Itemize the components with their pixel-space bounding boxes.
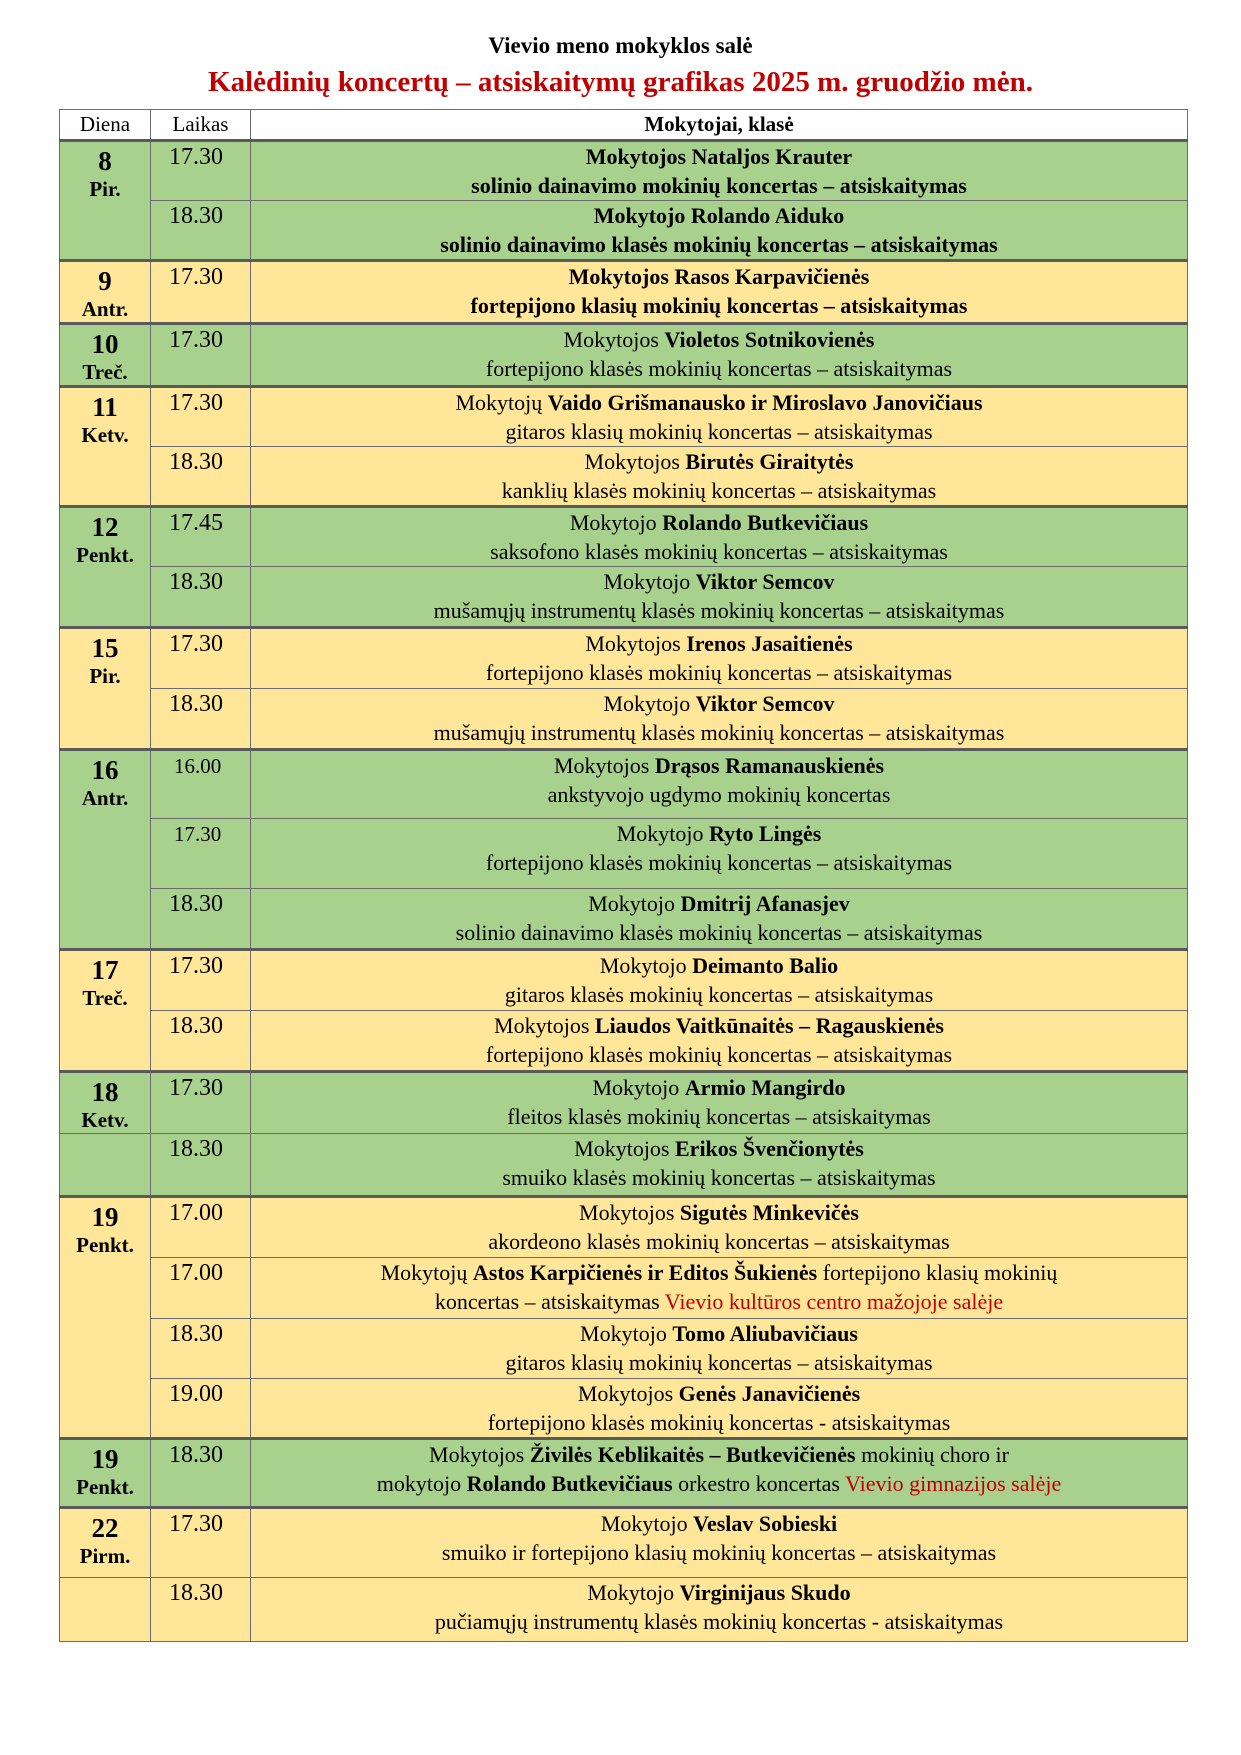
teacher-cell: Mokytojų Astos Karpičienės ir Editos Šukienės fortepijono klasių mokinių koncertas – atsiskaitymas Vievio kultūros centro mažojoje salėje: [251, 1258, 1188, 1319]
time-cell: 17.30: [151, 324, 251, 387]
teacher-cell: Mokytojo Deimanto Balio gitaros klasės mokinių koncertas – atsiskaitymas: [251, 950, 1188, 1011]
teacher-cell: Mokytojo Veslav Sobieski smuiko ir fortepijono klasių mokinių koncertas – atsiskaitymas: [251, 1508, 1188, 1578]
teacher-cell: Mokytojo Viktor Semcov mušamųjų instrumentų klasės mokinių koncertas – atsiskaitymas: [251, 689, 1188, 750]
time-cell: 18.30: [151, 1578, 251, 1642]
day-cell: 15 Pir.: [60, 628, 151, 750]
time-cell: 17.30: [151, 141, 251, 201]
teacher-cell: Mokytojo Viktor Semcov mušamųjų instrumentų klasės mokinių koncertas – atsiskaitymas: [251, 567, 1188, 628]
school-hall-subtitle: Vievio meno mokyklos salė: [488, 33, 753, 58]
table-row: [60, 447, 1188, 507]
column-header-teachers: Mokytojai, klasė: [251, 110, 1188, 141]
table-row: [60, 507, 1188, 567]
table-row: [60, 689, 1188, 750]
table-row: [60, 1319, 1188, 1379]
teacher-cell: Mokytojo Armio Mangirdo fleitos klasės mokinių koncertas – atsiskaitymas: [251, 1072, 1188, 1134]
day-cell: 19 Penkt.: [60, 1439, 151, 1508]
table-row: [60, 567, 1188, 628]
day-cell: 12 Penkt.: [60, 507, 151, 628]
table-row: [60, 889, 1188, 950]
table-row: [60, 1508, 1188, 1578]
time-cell: 17.45: [151, 507, 251, 567]
day-cell: 9 Antr.: [60, 261, 151, 324]
time-cell: 17.30: [151, 819, 251, 889]
column-header-day: Diena: [60, 110, 151, 141]
teacher-cell: Mokytojos Drąsos Ramanauskienės ankstyvojo ugdymo mokinių koncertas: [251, 750, 1188, 819]
table-row: [60, 819, 1188, 889]
teacher-cell: Mokytojos Birutės Giraitytės kanklių klasės mokinių koncertas – atsiskaitymas: [251, 447, 1188, 507]
table-row: [60, 1379, 1188, 1439]
table-row: [60, 1072, 1188, 1134]
day-cell: 16 Antr.: [60, 750, 151, 950]
venue-note: Vievio kultūros centro mažojoje salėje: [664, 1289, 1004, 1314]
table-row: [60, 1578, 1188, 1642]
teacher-cell: Mokytojos Živilės Keblikaitės – Butkevičienės mokinių choro ir mokytojo Rolando Butkevičiaus orkestro koncertas Vievio gimnazijos salėje: [251, 1439, 1188, 1508]
table-row: [60, 628, 1188, 689]
time-cell: 17.00: [151, 1197, 251, 1258]
teacher-cell: Mokytojos Violetos Sotnikovienės fortepijono klasės mokinių koncertas – atsiskaitymas: [251, 324, 1188, 387]
time-cell: 18.30: [151, 1319, 251, 1379]
teacher-cell: Mokytojos Rasos Karpavičienės fortepijono klasių mokinių koncertas – atsiskaitymas: [251, 261, 1188, 324]
teacher-cell: Mokytojos Liaudos Vaitkūnaitės – Ragauskienės fortepijono klasės mokinių koncertas – atsiskaitymas: [251, 1011, 1188, 1072]
table-row: [60, 201, 1188, 261]
time-cell: 17.30: [151, 1072, 251, 1134]
teacher-cell: Mokytojos Erikos Švenčionytės smuiko klasės mokinių koncertas – atsiskaitymas: [251, 1134, 1188, 1197]
teacher-cell: Mokytojo Rolando Aiduko solinio dainavimo klasės mokinių koncertas – atsiskaitymas: [251, 201, 1188, 261]
day-cell: 11 Ketv.: [60, 387, 151, 507]
time-cell: 18.30: [151, 567, 251, 628]
time-cell: 18.30: [151, 889, 251, 950]
teacher-cell: Mokytojos Irenos Jasaitienės fortepijono klasės mokinių koncertas – atsiskaitymas: [251, 628, 1188, 689]
teacher-cell: Mokytojo Virginijaus Skudo pučiamųjų instrumentų klasės mokinių koncertas - atsiskaitymas: [251, 1578, 1188, 1642]
day-cell: 22 Pirm.: [60, 1508, 151, 1578]
table-row: [60, 950, 1188, 1011]
teacher-cell: Mokytojo Dmitrij Afanasjev solinio dainavimo klasės mokinių koncertas – atsiskaitymas: [251, 889, 1188, 950]
time-cell: 17.30: [151, 1508, 251, 1578]
table-row: [60, 750, 1188, 819]
time-cell: 18.30: [151, 1439, 251, 1508]
table-row: [60, 1258, 1188, 1319]
table-row: [60, 324, 1188, 387]
concert-schedule-table: [59, 109, 1188, 1642]
time-cell: 17.30: [151, 387, 251, 447]
table-row: [60, 141, 1188, 201]
day-cell: 19 Penkt.: [60, 1197, 151, 1439]
teacher-cell: Mokytojos Genės Janavičienės fortepijono klasės mokinių koncertas - atsiskaitymas: [251, 1379, 1188, 1439]
day-cell: 17 Treč.: [60, 950, 151, 1072]
time-cell: 18.30: [151, 201, 251, 261]
time-cell: 17.30: [151, 950, 251, 1011]
day-cell: 8 Pir.: [60, 141, 151, 261]
column-header-time: Laikas: [151, 110, 251, 141]
teacher-cell: Mokytojų Vaido Grišmanausko ir Miroslavo Janovičiaus gitaros klasių mokinių koncertas – atsiskaitymas: [251, 387, 1188, 447]
venue-note: Vievio gimnazijos salėje: [845, 1471, 1062, 1496]
day-cell: [60, 1578, 151, 1642]
time-cell: 18.30: [151, 1011, 251, 1072]
teacher-cell: Mokytojos Nataljos Krauter solinio dainavimo mokinių koncertas – atsiskaitymas: [251, 141, 1188, 201]
time-cell: 16.00: [151, 750, 251, 819]
teacher-cell: Mokytojo Ryto Lingės fortepijono klasės mokinių koncertas – atsiskaitymas: [251, 819, 1188, 889]
teacher-cell: Mokytojos Sigutės Minkevičės akordeono klasės mokinių koncertas – atsiskaitymas: [251, 1197, 1188, 1258]
teacher-cell: Mokytojo Tomo Aliubavičiaus gitaros klasių mokinių koncertas – atsiskaitymas: [251, 1319, 1188, 1379]
table-header-row: [60, 110, 1188, 141]
time-cell: 17.00: [151, 1258, 251, 1319]
time-cell: 17.30: [151, 261, 251, 324]
table-row: [60, 1134, 1188, 1197]
table-row: [60, 387, 1188, 447]
table-row: [60, 1439, 1188, 1508]
teacher-cell: Mokytojo Rolando Butkevičiaus saksofono klasės mokinių koncertas – atsiskaitymas: [251, 507, 1188, 567]
day-cell: 18 Ketv.: [60, 1072, 151, 1134]
time-cell: 18.30: [151, 1134, 251, 1197]
time-cell: 18.30: [151, 689, 251, 750]
table-row: [60, 261, 1188, 324]
table-row: [60, 1197, 1188, 1258]
time-cell: 18.30: [151, 447, 251, 507]
day-cell: 10 Treč.: [60, 324, 151, 387]
time-cell: 19.00: [151, 1379, 251, 1439]
schedule-title: Kalėdinių koncertų – atsiskaitymų grafikas 2025 m. gruodžio mėn.: [208, 66, 1033, 98]
table-row: [60, 1011, 1188, 1072]
day-cell: [60, 1134, 151, 1197]
time-cell: 17.30: [151, 628, 251, 689]
